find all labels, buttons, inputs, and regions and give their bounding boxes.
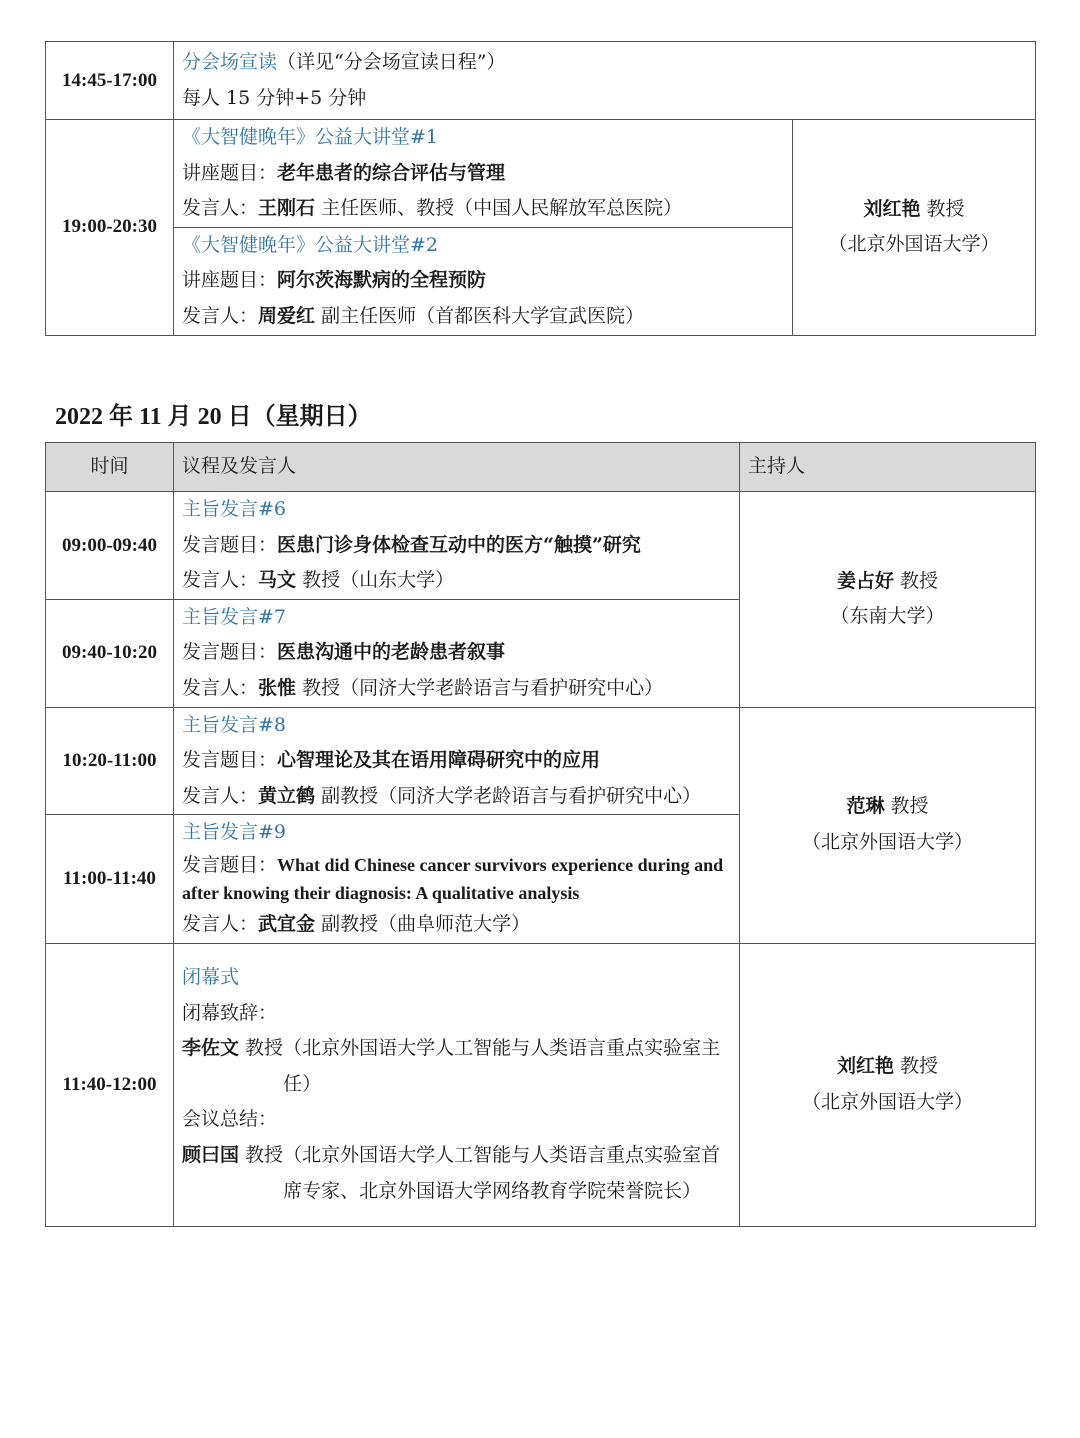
- talk-title: 主旨发言#6: [182, 498, 287, 520]
- topic-text: 心智理论及其在语用障碍研究中的应用: [277, 749, 601, 772]
- speaker-role: 副教授（同济大学老龄语言与看护研究中心）: [315, 784, 702, 807]
- host-cell: [793, 120, 1036, 336]
- topic-text: 医患沟通中的老龄患者叙事: [277, 641, 506, 664]
- host-name: 刘红艳: [863, 197, 921, 220]
- host-title: 教授: [884, 795, 929, 818]
- time-cell: 09:40-10:20: [46, 599, 174, 707]
- agenda-cell: [174, 120, 793, 228]
- speaker-role: 主任医师、教授（中国人民解放军总医院）: [315, 197, 683, 220]
- speech-label: 闭幕致辞：: [182, 1001, 278, 1024]
- time-cell: 11:00-11:40: [46, 815, 174, 943]
- speech-name: 李佐文: [182, 1037, 240, 1060]
- speaker-label: 发言人：: [182, 304, 259, 327]
- speaker-name: 王刚石: [258, 197, 316, 220]
- header-host: 主持人: [740, 443, 1036, 492]
- summary-name: 顾曰国: [182, 1143, 240, 1166]
- time-cell: 14:45-17:00: [46, 42, 174, 120]
- header-agenda: 议程及发言人: [174, 443, 740, 492]
- host-name: 刘红艳: [836, 1054, 894, 1077]
- time-cell: 11:40-12:00: [46, 943, 174, 1226]
- lecture-title: 《大智健晚年》公益大讲堂#2: [182, 233, 439, 256]
- topic-text: What did Chinese cancer survivors experience during and after knowing their diagnosis: A qualitative analysis: [182, 854, 724, 903]
- speaker-label: 发言人：: [182, 197, 259, 220]
- host-org: （北京外国语大学）: [801, 1090, 973, 1113]
- host-name: 姜占好: [836, 569, 894, 592]
- lecture-title: 《大智健晚年》公益大讲堂#1: [182, 126, 439, 148]
- summary-affiliation: （北京外国语大学人工智能与人类语言重点实验室首席专家、北京外国语大学网络教育学院荣誉院长）: [283, 1143, 721, 1202]
- session-duration: 每人 15 分钟+5 分钟: [182, 86, 367, 109]
- host-name: 范琳: [846, 795, 885, 818]
- talk-title: 主旨发言#7: [182, 605, 287, 628]
- summary-entry: [182, 1138, 731, 1209]
- agenda-cell: [174, 492, 740, 600]
- host-org: （北京外国语大学）: [801, 831, 973, 854]
- host-cell: [740, 492, 1036, 708]
- speaker-role: 副主任医师（首都医科大学宣武医院）: [315, 304, 645, 327]
- topic-label: 讲座题目：: [182, 269, 278, 292]
- header-time: 时间: [46, 443, 174, 492]
- speaker-role: 教授（山东大学）: [296, 569, 455, 592]
- speech-entry: [182, 1031, 731, 1102]
- summary-title: 教授: [239, 1143, 284, 1166]
- speaker-label: 发言人：: [182, 569, 259, 592]
- host-org: （北京外国语大学）: [828, 233, 1000, 256]
- table-row: [46, 707, 1036, 815]
- topic-label: 发言题目：: [182, 533, 278, 556]
- host-cell: [740, 707, 1036, 943]
- agenda-cell: [174, 707, 740, 815]
- talk-title: 主旨发言#8: [182, 713, 287, 736]
- speaker-name: 武宜金: [258, 912, 316, 935]
- topic-label: 发言题目：: [182, 749, 278, 772]
- speaker-name: 张惟: [258, 676, 297, 699]
- agenda-cell: [174, 42, 1036, 120]
- topic-label: 讲座题目：: [182, 161, 278, 184]
- closing-title: 闭幕式: [182, 965, 240, 988]
- speaker-label: 发言人：: [182, 676, 259, 699]
- host-title: 教授: [920, 197, 965, 220]
- speech-title: 教授: [239, 1037, 284, 1060]
- topic-label: 发言题目：: [182, 853, 278, 876]
- topic-text: 医患门诊身体检查互动中的医方“触摸”研究: [277, 533, 641, 556]
- day-heading: 2022 年 11 月 20 日（星期日）: [55, 404, 372, 430]
- speaker-label: 发言人：: [182, 912, 259, 935]
- agenda-cell: [174, 227, 793, 335]
- table-row: [46, 120, 1036, 228]
- table-row: [46, 943, 1036, 1226]
- agenda-cell: [174, 815, 740, 943]
- time-cell: 19:00-20:30: [46, 120, 174, 336]
- host-cell: [740, 943, 1036, 1226]
- speaker-name: 周爱红: [258, 304, 316, 327]
- session-title: 分会场宣读: [182, 50, 278, 73]
- time-cell: 09:00-09:40: [46, 492, 174, 600]
- topic-label: 发言题目：: [182, 641, 278, 664]
- speaker-label: 发言人：: [182, 784, 259, 807]
- speaker-role: 教授（同济大学老龄语言与看护研究中心）: [296, 676, 664, 699]
- speaker-role: 副教授（曲阜师范大学）: [315, 912, 531, 935]
- topic-text: 老年患者的综合评估与管理: [277, 161, 506, 184]
- speaker-name: 黄立鹤: [258, 784, 316, 807]
- session-note: （详见“分会场宣读日程”）: [277, 50, 506, 73]
- host-title: 教授: [893, 569, 939, 592]
- topic-text: 阿尔茨海默病的全程预防: [277, 269, 487, 292]
- table-row: [46, 492, 1036, 600]
- table-header-row: [46, 443, 1036, 492]
- agenda-cell: [174, 943, 740, 1226]
- schedule-table-day2: [45, 442, 1036, 1227]
- summary-label: 会议总结：: [182, 1108, 278, 1131]
- schedule-table-previous-day: [45, 41, 1036, 336]
- host-org: （东南大学）: [830, 605, 945, 628]
- agenda-cell: [174, 599, 740, 707]
- talk-title: 主旨发言#9: [182, 821, 287, 844]
- time-cell: 10:20-11:00: [46, 707, 174, 815]
- speech-affiliation: （北京外国语大学人工智能与人类语言重点实验室主任）: [283, 1037, 721, 1095]
- host-title: 教授: [893, 1054, 939, 1077]
- speaker-name: 马文: [258, 569, 297, 592]
- table-row: [46, 42, 1036, 120]
